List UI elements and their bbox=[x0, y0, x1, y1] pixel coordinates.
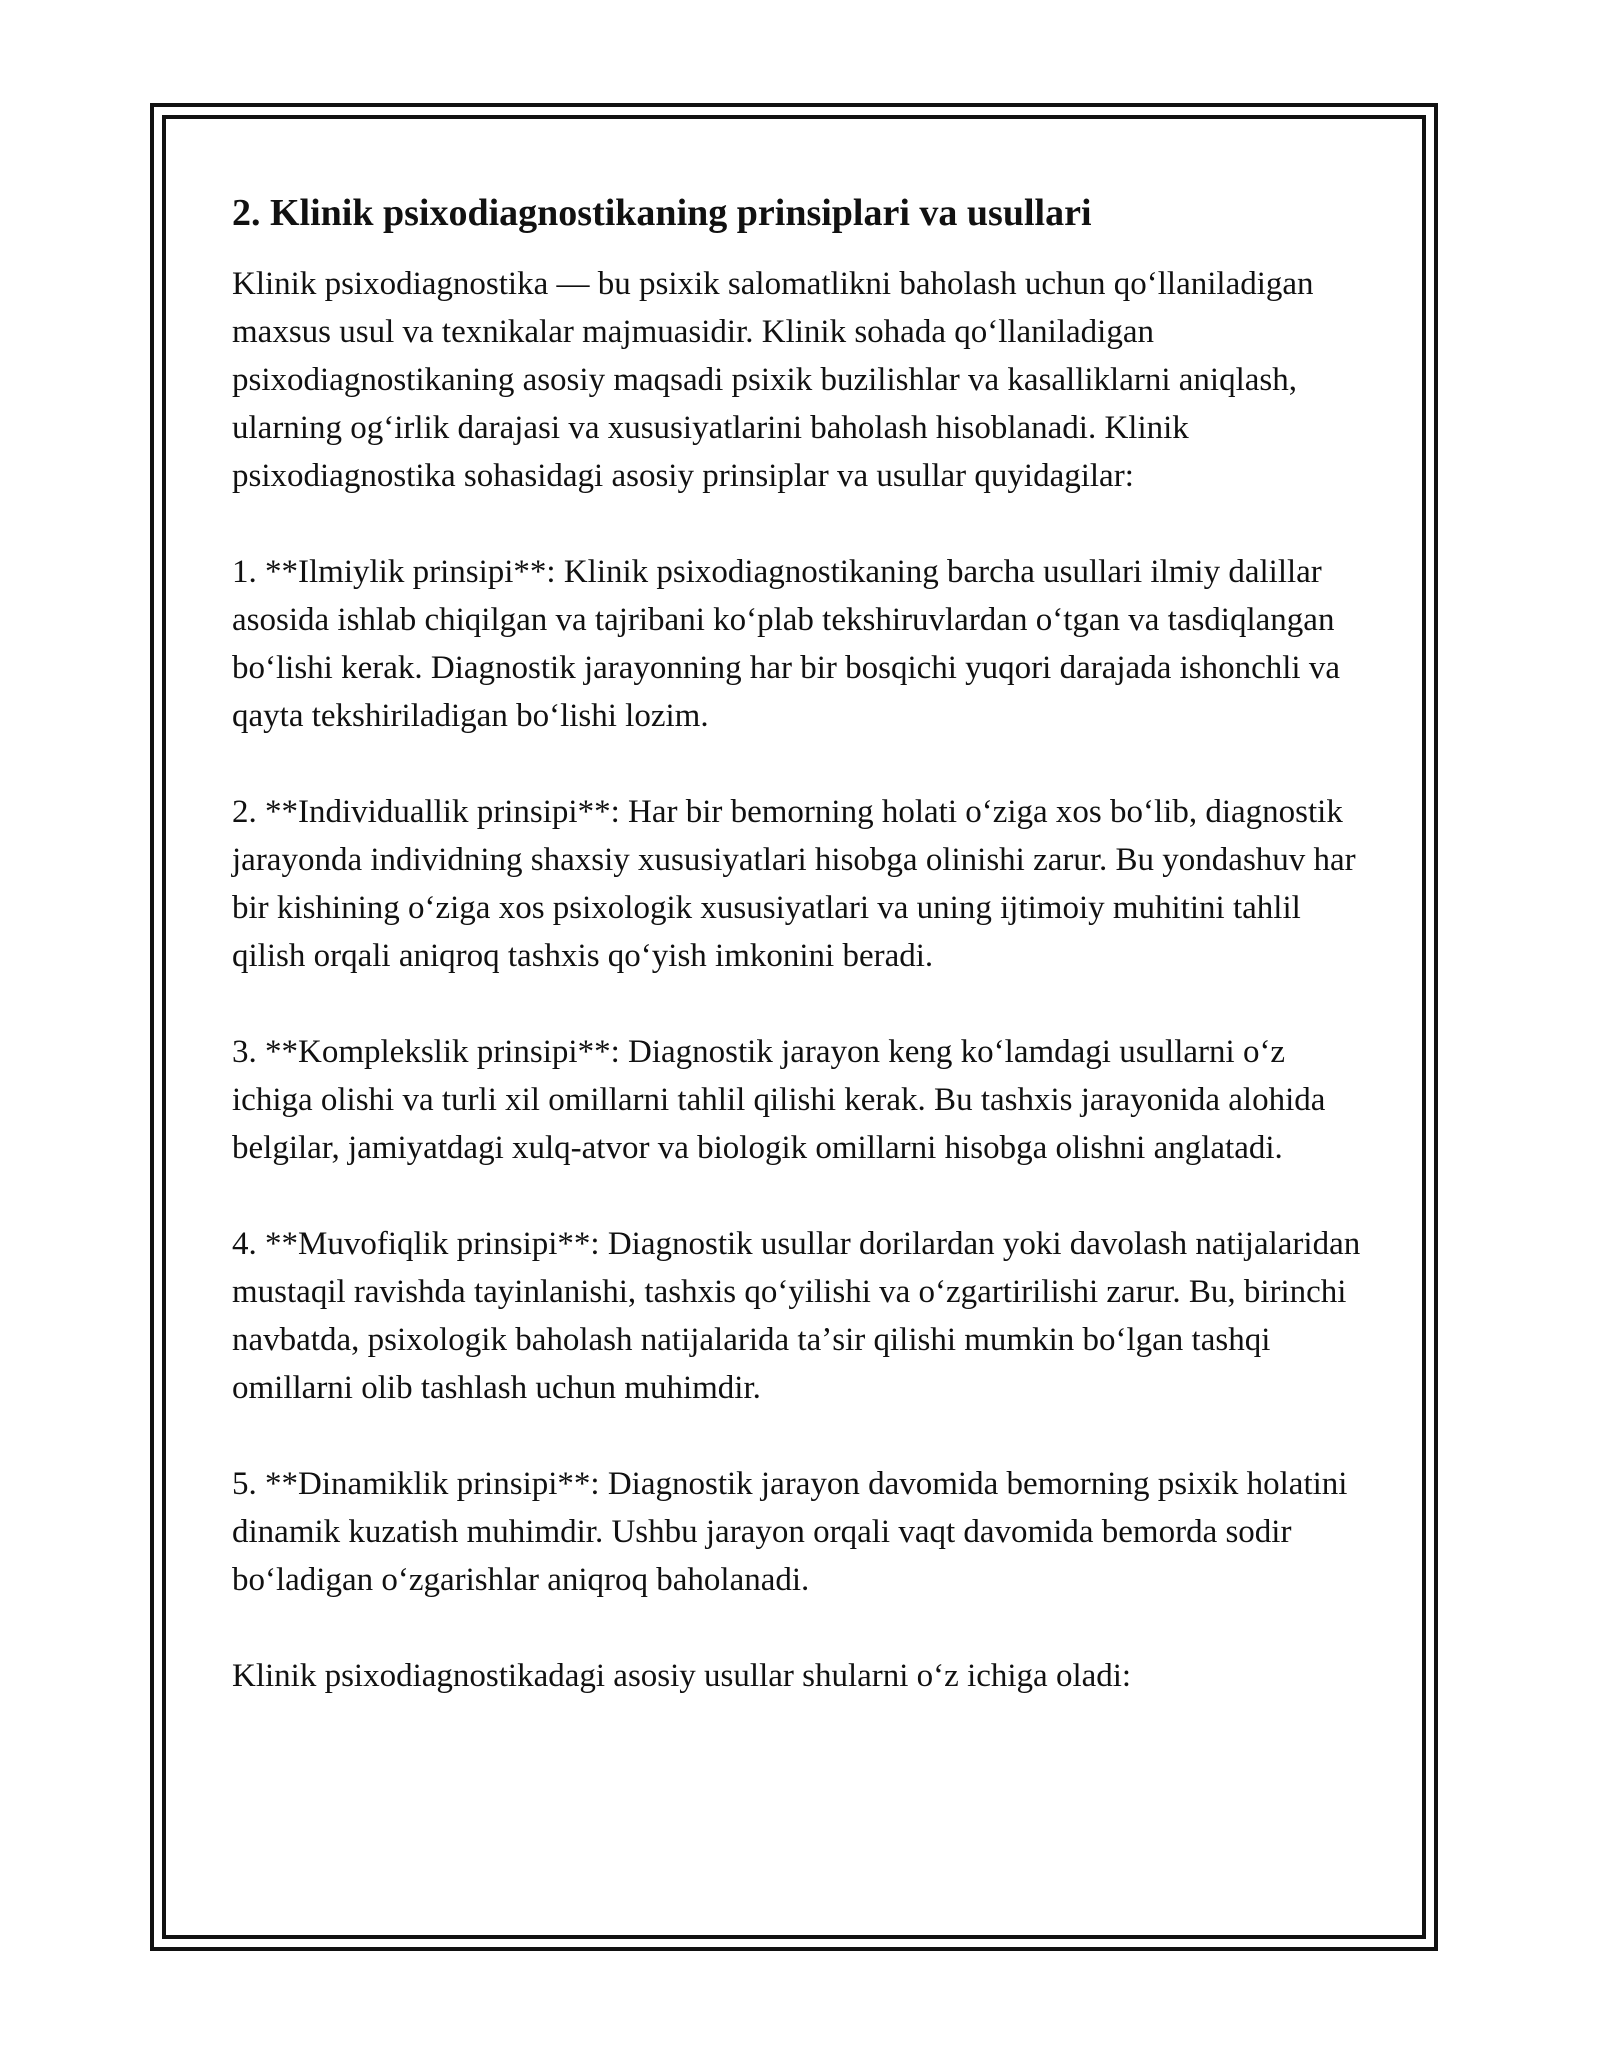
methods-intro-paragraph: Klinik psixodiagnostikadagi asosiy usullar shularni oʻz ichiga oladi: bbox=[232, 1658, 1132, 1694]
document-body bbox=[232, 190, 1362, 1748]
section-heading: 2. Klinik psixodiagnostikaning prinsiplari va usullari bbox=[232, 192, 1092, 234]
principle-complex: 3. **Komplekslik prinsipi**: Diagnostik jarayon keng koʻlamdagi usullarni oʻz ichiga olishi va turli xil omillarni tahlil qilishi kerak. Bu tashxis jarayonida alohida belgilar, jamiyatdagi xulq-atvor va biologik omillarni hisobga olishni anglatadi. bbox=[232, 1034, 1326, 1166]
principle-individual: 2. **Individuallik prinsipi**: Har bir bemorning holati oʻziga xos boʻlib, diagnostik jarayonda individning shaxsiy xususiyatlari hisobga olinishi zarur. Bu yondashuv har bir kishining oʻziga xos psixologik xususiyatlari va uning ijtimoiy muhitini tahlil qilish orqali aniqroq tashxis qoʻyish imkonini beradi. bbox=[232, 794, 1356, 974]
intro-paragraph: Klinik psixodiagnostika — bu psixik salomatlikni baholash uchun qoʻllaniladigan maxsus usul va texnikalar majmuasidir. Klinik sohada qoʻllaniladigan psixodiagnostikaning asosiy maqsadi psixik buzilishlar va kasalliklarni aniqlash, ularning ogʻirlik darajasi va xususiyatlarini baholash hisoblanadi. Klinik psixodiagnostika sohasidagi asosiy prinsiplar va usullar quyidagilar: bbox=[232, 266, 1314, 494]
principle-scientific: 1. **Ilmiylik prinsipi**: Klinik psixodiagnostikaning barcha usullari ilmiy dalillar asosida ishlab chiqilgan va tajribani koʻplab tekshiruvlardan oʻtgan va tasdiqlangan boʻlishi kerak. Diagnostik jarayonning har bir bosqichi yuqori darajada ishonchli va qayta tekshiriladigan boʻlishi lozim. bbox=[232, 554, 1340, 734]
principle-dynamic: 5. **Dinamiklik prinsipi**: Diagnostik jarayon davomida bemorning psixik holatini dinamik kuzatish muhimdir. Ushbu jarayon orqali vaqt davomida bemorda sodir boʻladigan oʻzgarishlar aniqroq baholanadi. bbox=[232, 1466, 1348, 1598]
principle-conformity: 4. **Muvofiqlik prinsipi**: Diagnostik usullar dorilardan yoki davolash natijalaridan mustaqil ravishda tayinlanishi, tashxis qoʻyilishi va oʻzgartirilishi zarur. Bu, birinchi navbatda, psixologik baholash natijalarida taʼsir qilishi mumkin boʻlgan tashqi omillarni olib tashlash uchun muhimdir. bbox=[232, 1226, 1361, 1406]
